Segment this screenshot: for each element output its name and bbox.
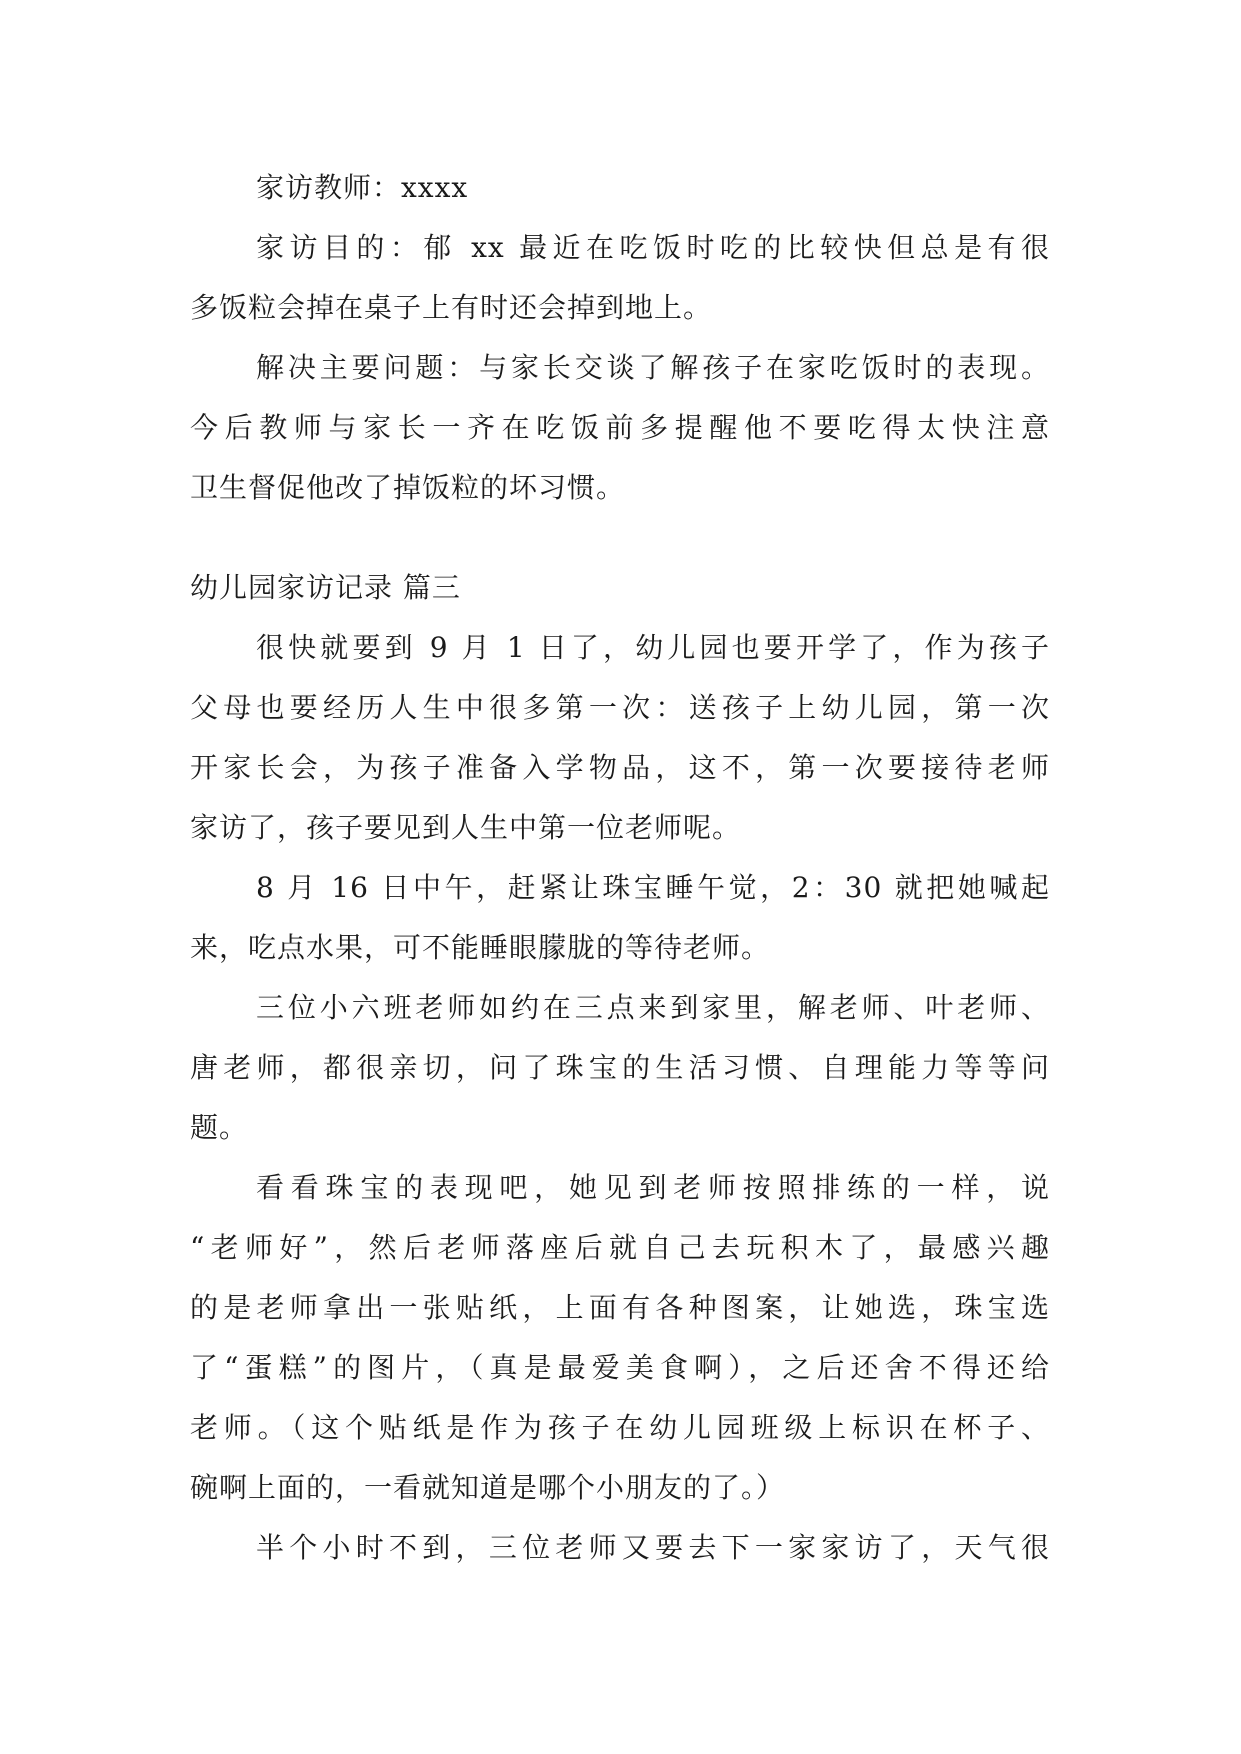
- paragraph-line: 题。: [190, 1111, 249, 1144]
- paragraph-line: 了“蛋糕”的图片，（真是最爱美食啊），之后还舍不得还给: [190, 1351, 1050, 1384]
- problem-solving-line: 解决主要问题：与家长交谈了解孩子在家吃饭时的表现。: [256, 351, 1050, 384]
- paragraph-line: 今后教师与家长一齐在吃饭前多提醒他不要吃得太快注意: [190, 411, 1050, 444]
- paragraph-line: 家访了，孩子要见到人生中第一位老师呢。: [190, 811, 742, 844]
- paragraph-line: 来，吃点水果，可不能睡眼朦胧的等待老师。: [190, 931, 771, 964]
- paragraph-line: 唐老师，都很亲切，问了珠宝的生活习惯、自理能力等等问: [190, 1051, 1050, 1084]
- paragraph-line: 多饭粒会掉在桌子上有时还会掉到地上。: [190, 291, 713, 324]
- paragraph-line: 8 月 16 日中午，赶紧让珠宝睡午觉，2：30 就把她喊起: [256, 871, 1050, 904]
- paragraph-line: 父母也要经历人生中很多第一次：送孩子上幼儿园，第一次: [190, 691, 1050, 724]
- paragraph-line: 开家长会，为孩子准备入学物品，这不，第一次要接待老师: [190, 751, 1050, 784]
- paragraph-line: “老师好”，然后老师落座后就自己去玩积木了，最感兴趣: [190, 1231, 1050, 1264]
- paragraph-line: 卫生督促他改了掉饭粒的坏习惯。: [190, 471, 626, 504]
- paragraph-line: 看看珠宝的表现吧，她见到老师按照排练的一样，说: [256, 1171, 1050, 1204]
- paragraph-line: 的是老师拿出一张贴纸，上面有各种图案，让她选，珠宝选: [190, 1291, 1050, 1324]
- paragraph-line: 老师。（这个贴纸是作为孩子在幼儿园班级上标识在杯子、: [190, 1411, 1050, 1444]
- paragraph-line: 三位小六班老师如约在三点来到家里，解老师、叶老师、: [256, 991, 1050, 1024]
- visit-teacher-line: 家访教师：xxxx: [256, 171, 469, 204]
- section-heading: 幼儿园家访记录 篇三: [190, 571, 461, 604]
- paragraph-line: 碗啊上面的，一看就知道是哪个小朋友的了。）: [190, 1471, 786, 1504]
- paragraph-line: 半个小时不到，三位老师又要去下一家家访了，天气很: [256, 1531, 1050, 1564]
- visit-purpose-line: 家访目的：郁 xx 最近在吃饭时吃的比较快但总是有很: [256, 231, 1050, 264]
- paragraph-line: 很快就要到 9 月 1 日了，幼儿园也要开学了，作为孩子: [256, 631, 1050, 664]
